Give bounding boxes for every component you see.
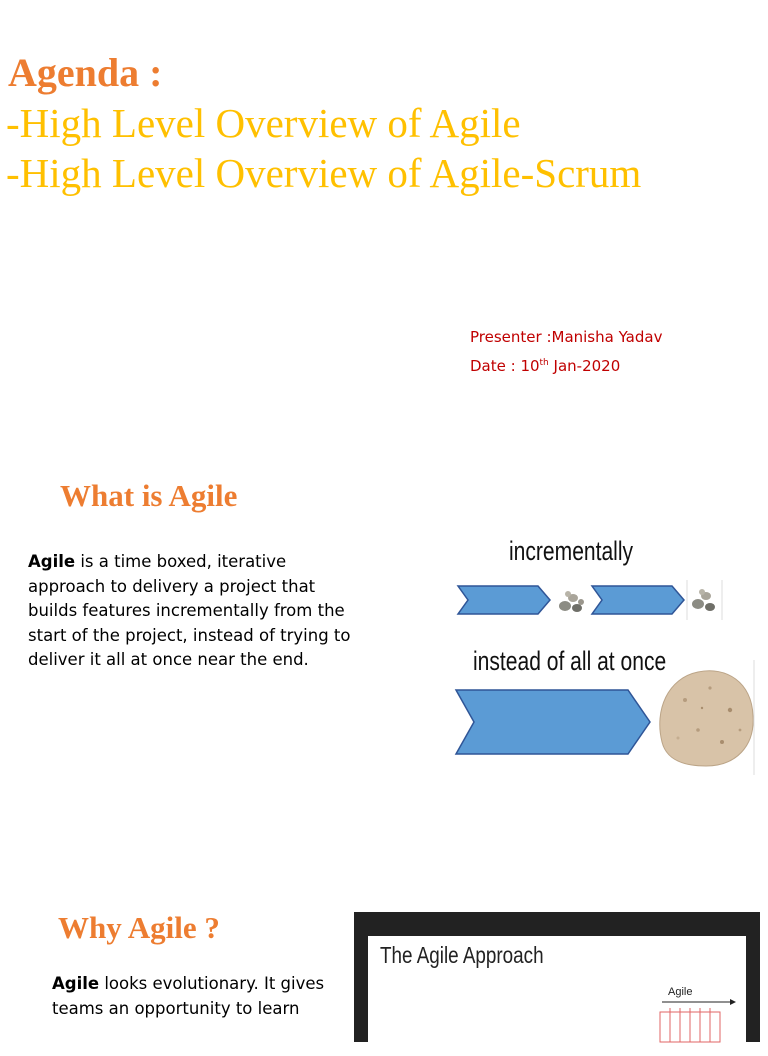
diagram-label-all-at-once: instead of all at once — [473, 646, 667, 676]
small-arrow-2 — [592, 586, 684, 614]
slide-body-text — [52, 972, 342, 1021]
date-line — [470, 357, 620, 375]
presenter-line: Presenter :Manisha Yadav — [470, 328, 663, 346]
date-superscript: th — [539, 358, 549, 368]
diagram-label-incrementally: incrementally — [509, 536, 634, 566]
agile-increment-diagram — [440, 570, 760, 785]
agenda-slide — [0, 0, 768, 440]
small-arrow-1 — [458, 586, 550, 614]
body-bold-term: Agile — [52, 974, 100, 993]
slide-body-text — [28, 550, 358, 673]
agile-approach-panel — [368, 936, 746, 1056]
boulder-icon — [660, 671, 753, 766]
agile-approach-image — [354, 912, 760, 1042]
why-agile-slide — [0, 880, 768, 1024]
body-rest: looks evolutionary. It gives teams an opportunity to learn — [52, 974, 325, 1018]
agenda-title: Agenda : — [8, 50, 163, 95]
agile-timeline-graphic — [648, 996, 738, 1056]
agile-approach-title: The Agile Approach — [380, 942, 544, 968]
body-bold-term: Agile — [28, 552, 76, 571]
slide-heading: What is Agile — [60, 478, 238, 513]
agenda-item: -High Level Overview of Agile — [6, 100, 521, 146]
date-prefix: Date : 10 — [470, 357, 540, 375]
pebbles-icon-1 — [559, 591, 584, 612]
date-suffix: Jan-2020 — [548, 357, 621, 375]
large-arrow — [456, 690, 650, 754]
pebbles-icon-2 — [692, 589, 715, 611]
body-rest: is a time boxed, iterative approach to delivery a project that builds features incrementally from the start of the project, instead of trying to deliver it all at once near the end. — [28, 552, 351, 669]
slide-heading: Why Agile ? — [58, 910, 220, 945]
agenda-item: -High Level Overview of Agile-Scrum — [6, 150, 642, 196]
what-is-agile-slide — [0, 440, 768, 880]
agile-small-label: Agile — [668, 986, 693, 998]
